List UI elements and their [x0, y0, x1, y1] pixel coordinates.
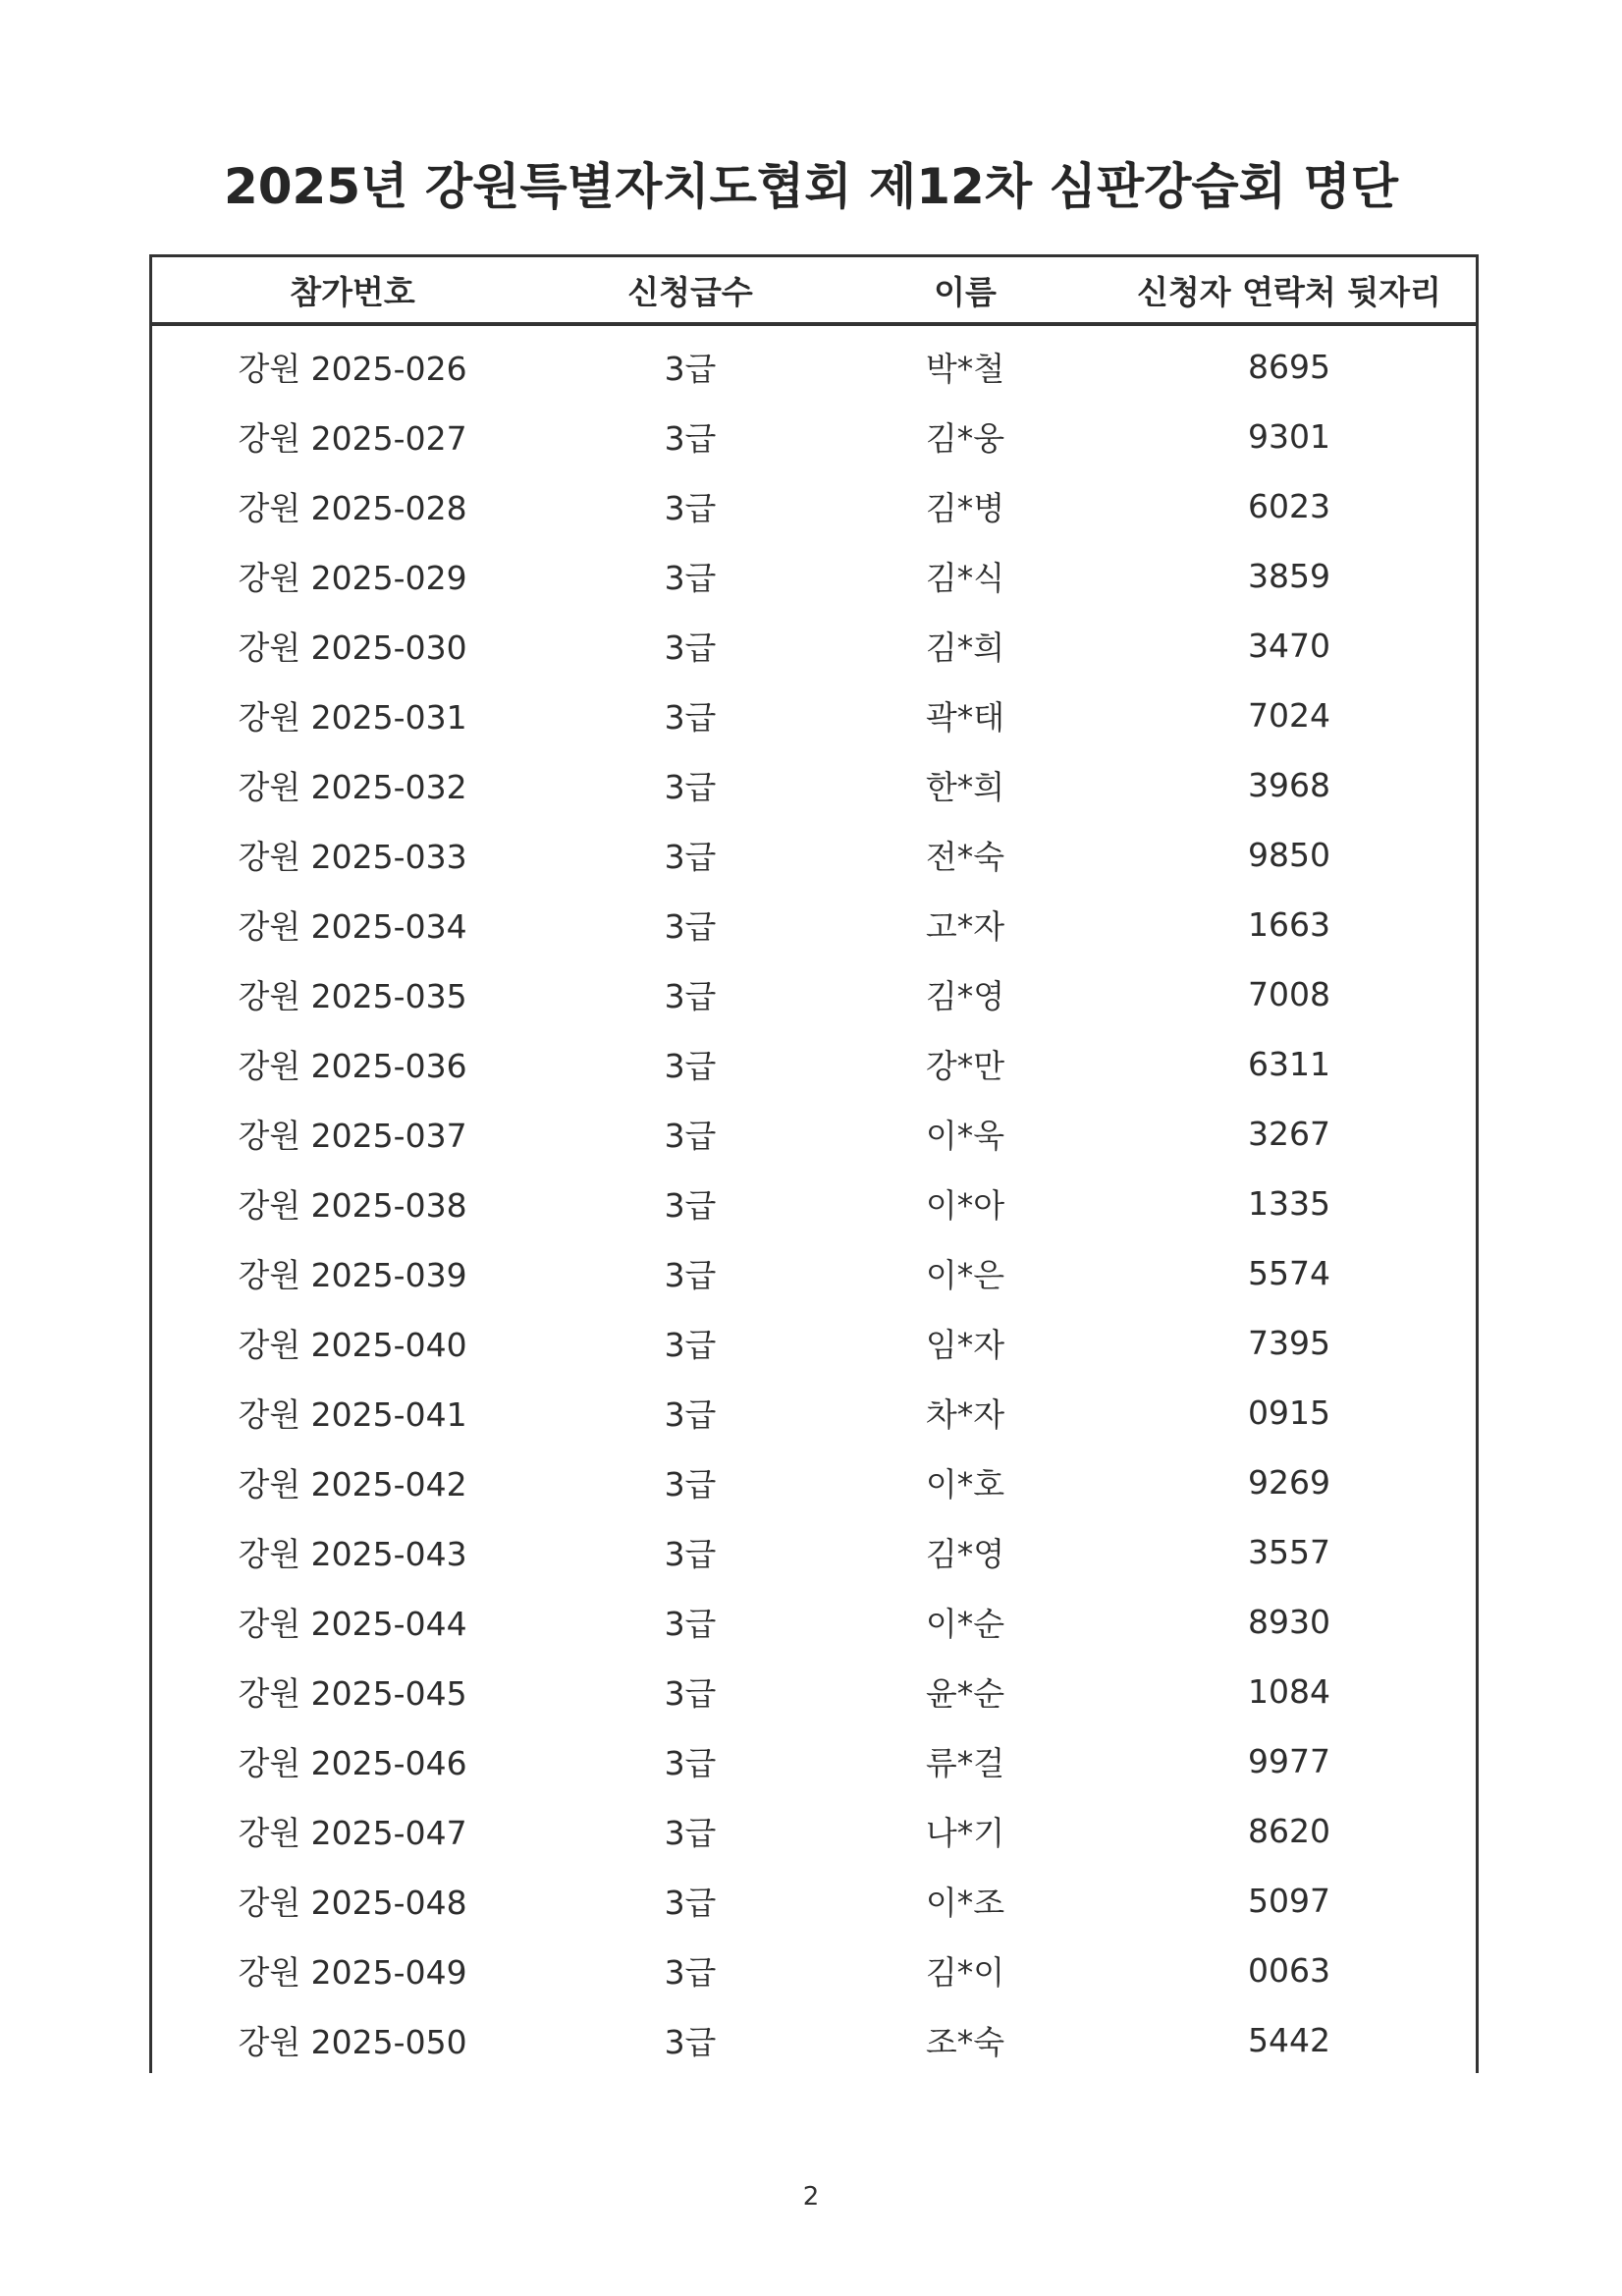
cell-applied-grade: 3급 — [664, 838, 717, 876]
cell-participant-number: 강원 2025-026 — [238, 350, 467, 388]
cell-applied-grade: 3급 — [664, 559, 717, 597]
cell-phone-last-digits: 7395 — [1248, 1324, 1330, 1362]
table-row — [152, 402, 1476, 471]
participant-table — [149, 254, 1479, 2073]
cell-name: 곽*태 — [925, 698, 1005, 737]
cell-phone-last-digits: 7024 — [1248, 696, 1330, 735]
cell-phone-last-digits: 1084 — [1248, 1672, 1330, 1711]
cell-participant-number: 강원 2025-042 — [238, 1465, 467, 1503]
cell-phone-last-digits: 7008 — [1248, 975, 1330, 1013]
cell-phone-last-digits: 3557 — [1248, 1533, 1330, 1571]
cell-name: 강*만 — [925, 1047, 1005, 1085]
cell-name: 조*숙 — [925, 2023, 1005, 2061]
table-row — [152, 1029, 1476, 1099]
cell-applied-grade: 3급 — [664, 419, 717, 458]
cell-phone-last-digits: 1335 — [1248, 1184, 1330, 1223]
table-row — [152, 2005, 1476, 2075]
cell-applied-grade: 3급 — [664, 698, 717, 737]
cell-participant-number: 강원 2025-029 — [238, 559, 467, 597]
cell-name: 고*자 — [925, 907, 1005, 946]
cell-phone-last-digits: 0915 — [1248, 1394, 1330, 1432]
table-row — [152, 332, 1476, 402]
table-row — [152, 959, 1476, 1029]
table-row — [152, 681, 1476, 750]
header-participant-number: 참가번호 — [290, 272, 415, 311]
cell-name: 김*희 — [925, 629, 1005, 667]
cell-phone-last-digits: 9301 — [1248, 417, 1330, 456]
header-name: 이름 — [934, 272, 997, 311]
table-row — [152, 890, 1476, 959]
cell-name: 이*은 — [925, 1256, 1005, 1294]
cell-name: 이*욱 — [925, 1117, 1005, 1155]
cell-name: 이*아 — [925, 1186, 1005, 1225]
cell-participant-number: 강원 2025-044 — [238, 1605, 467, 1643]
cell-participant-number: 강원 2025-049 — [238, 1953, 467, 1992]
cell-name: 나*기 — [925, 1814, 1005, 1852]
cell-name: 전*숙 — [925, 838, 1005, 876]
cell-participant-number: 강원 2025-028 — [238, 489, 467, 527]
table-row — [152, 1517, 1476, 1587]
cell-applied-grade: 3급 — [664, 629, 717, 667]
cell-applied-grade: 3급 — [664, 1117, 717, 1155]
cell-phone-last-digits: 1663 — [1248, 905, 1330, 944]
header-phone-last-digits: 신청자 연락처 뒷자리 — [1137, 272, 1441, 311]
cell-phone-last-digits: 8695 — [1248, 348, 1330, 386]
cell-name: 한*희 — [925, 768, 1005, 806]
cell-applied-grade: 3급 — [664, 977, 717, 1015]
table-row — [152, 1726, 1476, 1796]
cell-applied-grade: 3급 — [664, 1186, 717, 1225]
cell-applied-grade: 3급 — [664, 2023, 717, 2061]
cell-participant-number: 강원 2025-036 — [238, 1047, 467, 1085]
cell-phone-last-digits: 5442 — [1248, 2021, 1330, 2059]
table-row — [152, 1866, 1476, 1936]
table-row — [152, 1587, 1476, 1657]
cell-phone-last-digits: 3968 — [1248, 766, 1330, 804]
cell-applied-grade: 3급 — [664, 907, 717, 946]
cell-phone-last-digits: 3470 — [1248, 627, 1330, 665]
cell-participant-number: 강원 2025-045 — [238, 1674, 467, 1713]
cell-applied-grade: 3급 — [664, 489, 717, 527]
cell-phone-last-digits: 6023 — [1248, 487, 1330, 525]
table-row — [152, 750, 1476, 820]
cell-phone-last-digits: 8930 — [1248, 1603, 1330, 1641]
cell-participant-number: 강원 2025-047 — [238, 1814, 467, 1852]
cell-name: 윤*순 — [925, 1674, 1005, 1713]
cell-participant-number: 강원 2025-035 — [238, 977, 467, 1015]
cell-applied-grade: 3급 — [664, 1535, 717, 1573]
cell-participant-number: 강원 2025-031 — [238, 698, 467, 737]
table-row — [152, 1099, 1476, 1169]
cell-participant-number: 강원 2025-038 — [238, 1186, 467, 1225]
cell-participant-number: 강원 2025-040 — [238, 1326, 467, 1364]
cell-name: 김*영 — [925, 1535, 1005, 1573]
cell-participant-number: 강원 2025-046 — [238, 1744, 467, 1782]
cell-phone-last-digits: 3859 — [1248, 557, 1330, 595]
cell-name: 김*영 — [925, 977, 1005, 1015]
cell-applied-grade: 3급 — [664, 350, 717, 388]
table-row — [152, 1448, 1476, 1517]
cell-phone-last-digits: 8620 — [1248, 1812, 1330, 1850]
cell-name: 김*식 — [925, 559, 1005, 597]
cell-phone-last-digits: 3267 — [1248, 1115, 1330, 1153]
cell-participant-number: 강원 2025-027 — [238, 419, 467, 458]
cell-applied-grade: 3급 — [664, 1814, 717, 1852]
cell-name: 김*웅 — [925, 419, 1005, 458]
cell-applied-grade: 3급 — [664, 1465, 717, 1503]
cell-phone-last-digits: 9850 — [1248, 836, 1330, 874]
cell-phone-last-digits: 9977 — [1248, 1742, 1330, 1780]
cell-participant-number: 강원 2025-032 — [238, 768, 467, 806]
cell-participant-number: 강원 2025-050 — [238, 2023, 467, 2061]
cell-participant-number: 강원 2025-041 — [238, 1395, 467, 1434]
table-row — [152, 1936, 1476, 2005]
cell-participant-number: 강원 2025-037 — [238, 1117, 467, 1155]
cell-applied-grade: 3급 — [664, 1326, 717, 1364]
document-title: 2025년 강원특별자치도협회 제12차 심판강습회 명단 — [223, 158, 1399, 215]
cell-participant-number: 강원 2025-034 — [238, 907, 467, 946]
cell-name: 김*병 — [925, 489, 1005, 527]
cell-phone-last-digits: 9269 — [1248, 1463, 1330, 1502]
cell-applied-grade: 3급 — [664, 1047, 717, 1085]
table-row — [152, 1169, 1476, 1238]
table-row — [152, 541, 1476, 611]
cell-phone-last-digits: 5574 — [1248, 1254, 1330, 1292]
cell-applied-grade: 3급 — [664, 1884, 717, 1922]
cell-participant-number: 강원 2025-033 — [238, 838, 467, 876]
cell-name: 김*이 — [925, 1953, 1005, 1992]
cell-name: 이*조 — [925, 1884, 1005, 1922]
cell-participant-number: 강원 2025-039 — [238, 1256, 467, 1294]
cell-phone-last-digits: 6311 — [1248, 1045, 1330, 1083]
table-row — [152, 611, 1476, 681]
cell-name: 차*자 — [925, 1395, 1005, 1434]
table-row — [152, 1796, 1476, 1866]
cell-name: 이*순 — [925, 1605, 1005, 1643]
cell-applied-grade: 3급 — [664, 1395, 717, 1434]
table-row — [152, 1657, 1476, 1726]
cell-applied-grade: 3급 — [664, 1744, 717, 1782]
cell-name: 임*자 — [925, 1326, 1005, 1364]
table-row — [152, 820, 1476, 890]
cell-phone-last-digits: 5097 — [1248, 1882, 1330, 1920]
cell-phone-last-digits: 0063 — [1248, 1951, 1330, 1990]
cell-applied-grade: 3급 — [664, 1674, 717, 1713]
cell-applied-grade: 3급 — [664, 1605, 717, 1643]
cell-applied-grade: 3급 — [664, 1256, 717, 1294]
table-body — [152, 332, 1476, 2075]
page-number: 2 — [802, 2182, 820, 2212]
cell-applied-grade: 3급 — [664, 768, 717, 806]
table-row — [152, 471, 1476, 541]
table-row — [152, 1308, 1476, 1378]
cell-name: 류*걸 — [925, 1744, 1005, 1782]
table-header — [152, 257, 1476, 326]
table-row — [152, 1238, 1476, 1308]
cell-name: 이*호 — [925, 1465, 1005, 1503]
cell-participant-number: 강원 2025-030 — [238, 629, 467, 667]
cell-name: 박*철 — [925, 350, 1005, 388]
cell-applied-grade: 3급 — [664, 1953, 717, 1992]
header-applied-grade: 신청급수 — [627, 272, 753, 311]
cell-participant-number: 강원 2025-043 — [238, 1535, 467, 1573]
table-row — [152, 1378, 1476, 1448]
cell-participant-number: 강원 2025-048 — [238, 1884, 467, 1922]
